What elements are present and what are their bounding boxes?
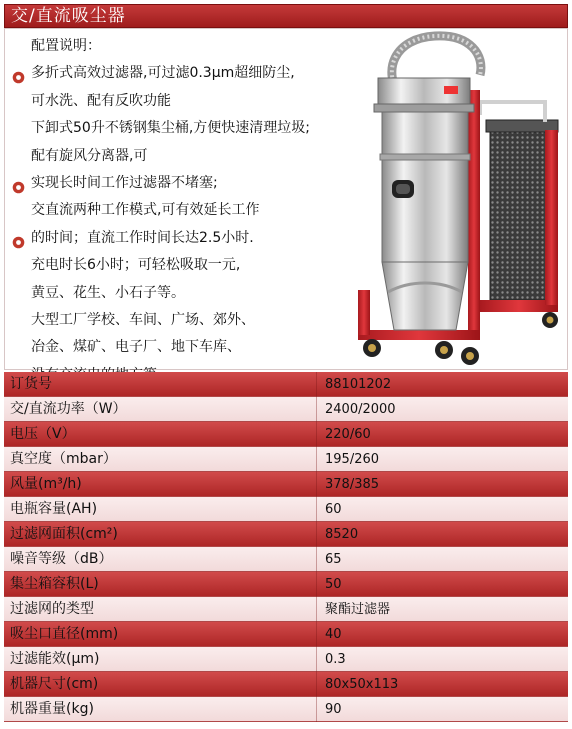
- description-line: [5, 115, 375, 142]
- spec-divider: [316, 447, 317, 472]
- spec-value: 聚酯过滤器: [325, 602, 391, 617]
- red-circle-bullet-icon: [12, 232, 25, 245]
- spec-value: 90: [325, 702, 342, 717]
- spec-divider: [316, 622, 317, 647]
- description-line-text: 多折式高效过滤器,可过滤0.3μm超细防尘,: [31, 65, 295, 82]
- spec-label: 机器尺寸(cm): [10, 676, 99, 692]
- title-bar: [4, 4, 568, 28]
- description-line: [5, 88, 375, 115]
- spec-label: 机器重量(kg): [10, 701, 94, 717]
- spec-divider: [316, 422, 317, 447]
- spec-label: 真空度（mbar）: [10, 451, 117, 467]
- spec-label: 集尘箱容积(L): [10, 576, 99, 592]
- spec-label: 电瓶容量(AH): [10, 501, 98, 517]
- spec-divider: [316, 597, 317, 622]
- spec-value: 195/260: [325, 452, 380, 467]
- description-line: [5, 197, 375, 224]
- spec-row: [4, 647, 568, 672]
- spec-row: [4, 522, 568, 547]
- description-line: [5, 334, 375, 361]
- description-text: [5, 33, 375, 389]
- spec-row: [4, 672, 568, 697]
- spec-label: 噪音等级（dB）: [10, 551, 113, 567]
- spec-label: 订货号: [10, 376, 52, 392]
- spec-divider: [316, 472, 317, 497]
- spec-divider: [316, 697, 317, 722]
- spec-value: 50: [325, 577, 342, 592]
- spec-value: 88101202: [325, 377, 392, 392]
- spec-value: 220/60: [325, 427, 371, 442]
- spec-value: 2400/2000: [325, 402, 396, 417]
- description-line: [5, 225, 375, 252]
- spec-value: 0.3: [325, 652, 346, 667]
- description-line-text: 可水洗、配有反吹功能: [31, 92, 171, 109]
- spec-divider: [316, 672, 317, 697]
- red-circle-bullet-icon: [12, 177, 25, 190]
- spec-divider: [316, 397, 317, 422]
- spec-row: [4, 422, 568, 447]
- spec-row: [4, 472, 568, 497]
- spec-value: 378/385: [325, 477, 380, 492]
- description-line: [5, 170, 375, 197]
- spec-table: [4, 372, 568, 722]
- spec-label: 电压（V）: [10, 426, 76, 442]
- spec-row: [4, 372, 568, 397]
- spec-row: [4, 497, 568, 522]
- spec-label: 交/直流功率（W）: [10, 401, 127, 417]
- spec-row: [4, 622, 568, 647]
- red-circle-bullet-icon: [12, 67, 25, 80]
- spec-row: [4, 447, 568, 472]
- spec-label: 过滤网的类型: [10, 601, 94, 617]
- description-line: [5, 252, 375, 279]
- description-line-text: 的时间；直流工作时间长达2.5小时.: [31, 229, 254, 246]
- industrial-vacuum-cleaner-image: [340, 30, 565, 365]
- spec-row: [4, 597, 568, 622]
- spec-row: [4, 397, 568, 422]
- description-line-text: 充电时长6小时；可轻松吸取一元,: [31, 257, 241, 274]
- spec-value: 40: [325, 627, 342, 642]
- description-line-text: 黄豆、花生、小石子等。: [31, 284, 185, 301]
- spec-divider: [316, 372, 317, 397]
- spec-divider: [316, 547, 317, 572]
- description-line-text: 配置说明：: [31, 38, 101, 54]
- spec-row: [4, 547, 568, 572]
- spec-label: 过滤能效(μm): [10, 651, 100, 667]
- spec-label: 吸尘口直径(mm): [10, 626, 119, 642]
- description-line: [5, 143, 375, 170]
- description-line: [5, 307, 375, 334]
- spec-value: 80x50x113: [325, 677, 399, 692]
- description-line-text: 实现长时间工作过滤器不堵塞;: [31, 174, 218, 191]
- description-line-text: 下卸式50升不锈钢集尘桶,方便快速清理垃圾;: [31, 120, 310, 137]
- description-line-text: 大型工厂学校、车间、广场、郊外、: [31, 311, 255, 328]
- description-line-text: 配有旋风分离器,可: [31, 147, 148, 164]
- spec-divider: [316, 522, 317, 547]
- description-line: [5, 60, 375, 87]
- spec-value: 60: [325, 502, 342, 517]
- spec-divider: [316, 647, 317, 672]
- description-line: [5, 280, 375, 307]
- spec-row: [4, 697, 568, 722]
- description-line-text: 冶金、煤矿、电子厂、地下车库、: [31, 339, 241, 356]
- page-title: 交/直流吸尘器: [11, 6, 126, 26]
- spec-label: 过滤网面积(cm²): [10, 526, 118, 542]
- description-line: [5, 33, 375, 60]
- spec-row: [4, 572, 568, 597]
- spec-label: 风量(m³/h): [10, 476, 82, 492]
- description-line-text: 交直流两种工作模式,可有效延长工作: [31, 202, 260, 219]
- spec-divider: [316, 572, 317, 597]
- spec-value: 65: [325, 552, 342, 567]
- spec-divider: [316, 497, 317, 522]
- spec-value: 8520: [325, 527, 359, 542]
